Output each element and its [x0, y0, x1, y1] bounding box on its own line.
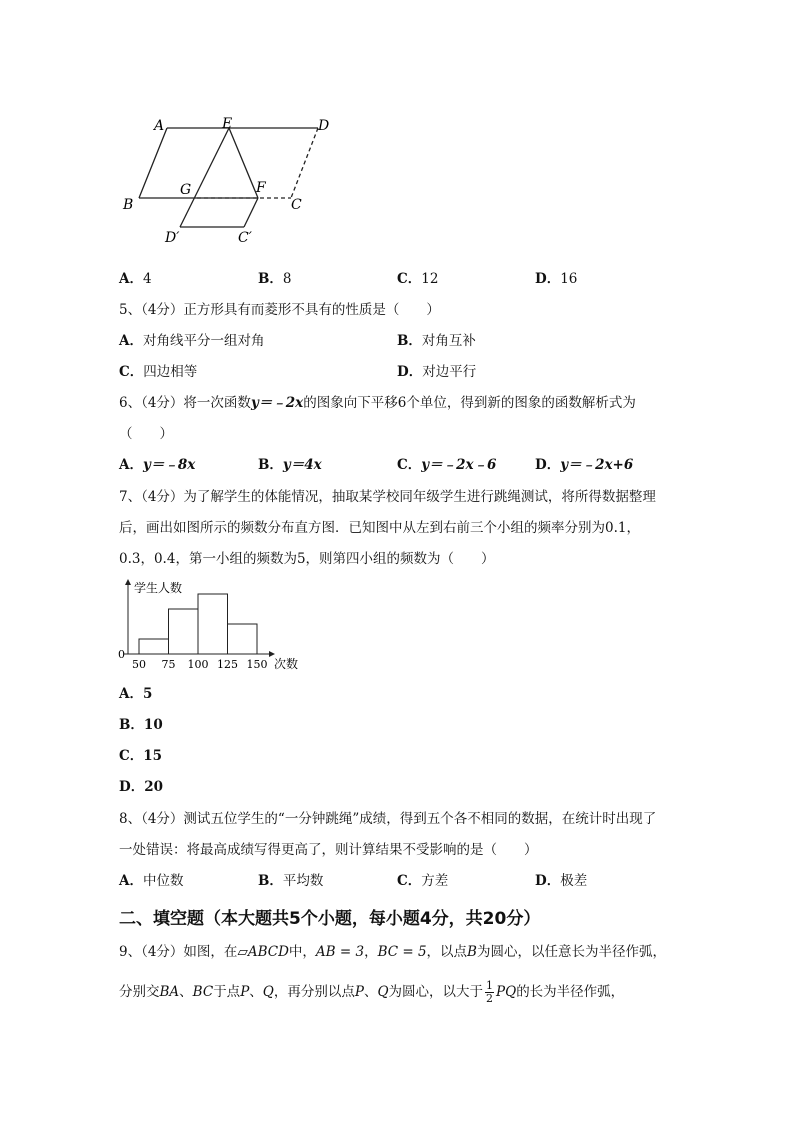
q9-fraction — [485, 980, 494, 1005]
q9-text: 、 — [363, 984, 378, 1000]
q9-parallelogram: ▱ABCD — [237, 944, 289, 960]
option-label: A． — [119, 457, 143, 473]
q9-bc: BC = 5 — [377, 944, 427, 960]
segment-dc-dashed — [291, 128, 318, 198]
option-label: A． — [119, 686, 143, 702]
option-label: B． — [119, 717, 144, 733]
label-c: C — [291, 197, 302, 213]
histogram-bar — [228, 624, 258, 654]
q9-text: 、 — [179, 984, 193, 1000]
q6-option-d[interactable] — [535, 456, 633, 474]
q9-point-q: Q — [377, 984, 389, 1000]
option-text: 对角线平分一组对角 — [142, 333, 265, 349]
option-text: 16 — [560, 271, 578, 287]
q9-text: 的长为半径作弧， — [516, 984, 625, 1000]
label-b: B — [123, 197, 134, 213]
x-tick-label: 125 — [217, 658, 238, 671]
q5-option-b[interactable] — [397, 332, 476, 350]
option-text: 对角互补 — [421, 333, 476, 349]
q9-point-p: P — [240, 984, 250, 1000]
x-tick-label: 100 — [187, 658, 209, 671]
option-text: 12 — [421, 271, 439, 287]
option-text: 5 — [142, 686, 153, 702]
q5-option-d[interactable] — [397, 363, 476, 381]
q9-bc2: BC — [192, 984, 214, 1000]
q9-pq: PQ — [496, 984, 517, 1000]
x-axis-label: 次数 — [274, 657, 299, 671]
q6-option-a[interactable] — [119, 456, 195, 474]
option-text: 8 — [282, 271, 292, 287]
q4-option-c[interactable] — [397, 270, 438, 288]
label-e: E — [222, 116, 233, 132]
option-label: D． — [535, 271, 561, 287]
option-label: B． — [397, 333, 422, 349]
label-a: A — [154, 118, 165, 134]
option-text: 对边平行 — [422, 364, 477, 380]
q9-ab: AB = 3 — [315, 944, 365, 960]
fraction-numerator: 1 — [486, 979, 494, 992]
q5-option-c[interactable] — [119, 363, 197, 381]
q9-text: 、 — [249, 984, 263, 1000]
option-label: C． — [397, 873, 422, 889]
q9-text: 分别交 — [119, 984, 160, 1000]
label-d: D — [318, 118, 330, 134]
option-label: C． — [397, 271, 422, 287]
option-text: 极差 — [560, 873, 588, 889]
option-label: C． — [119, 748, 144, 764]
q7-stem-line2: 后，画出如图所示的频数分布直方图．已知图中从左到右前三个小组的频率分别为0.1， — [119, 520, 640, 536]
option-text: 4 — [142, 271, 152, 287]
q9-text: ，再分别以点 — [273, 984, 355, 1000]
option-label: C． — [119, 364, 144, 380]
q7-option-c[interactable] — [119, 747, 162, 765]
y-axis-label: 学生人数 — [134, 581, 183, 595]
option-label: A． — [119, 271, 143, 287]
q9-stem-line2 — [119, 980, 624, 1005]
option-label: B． — [258, 457, 283, 473]
q9-text: ，以点 — [426, 944, 468, 960]
q6-stem — [119, 394, 636, 412]
option-text: y＝﹣2x﹣6 — [421, 457, 497, 473]
option-text: 四边相等 — [143, 364, 198, 380]
option-label: A． — [119, 873, 143, 889]
histogram-bar — [198, 594, 228, 654]
q9-text: 9、（4分）如图，在 — [119, 944, 238, 960]
origin-label: 0 — [118, 648, 125, 661]
x-tick-label: 75 — [161, 658, 176, 671]
section-heading: 二、填空题（本大题共5个小题，每小题4分，共20分） — [119, 909, 541, 929]
option-label: B． — [258, 873, 283, 889]
q7-option-a[interactable] — [119, 685, 152, 703]
option-text: 方差 — [421, 873, 449, 889]
option-text: y＝﹣2x+6 — [560, 457, 634, 473]
option-label: A． — [119, 333, 143, 349]
option-label: D． — [535, 457, 561, 473]
x-tick-label: 150 — [246, 658, 268, 671]
q6-function: y＝﹣2x — [250, 395, 304, 411]
fraction-denominator: 2 — [486, 992, 494, 1005]
q4-option-b[interactable] — [258, 270, 292, 288]
q8-stem-line2: 一处错误：将最高成绩写得更高了，则计算结果不受影响的是（ ） — [119, 842, 538, 858]
q6-stem-a: 6、（4分）将一次函数 — [119, 395, 251, 411]
q5-option-a[interactable] — [119, 332, 264, 350]
q8-option-b[interactable] — [258, 872, 323, 890]
q8-stem-line1: 8、（4分）测试五位学生的“一分钟跳绳”成绩，得到五个各不相同的数据，在统计时出现了 — [119, 811, 657, 827]
q6-option-c[interactable] — [397, 456, 496, 474]
option-text: 平均数 — [282, 873, 324, 889]
histogram-bar — [139, 639, 169, 654]
q9-ba: BA — [159, 984, 180, 1000]
label-f: F — [256, 180, 266, 196]
q8-option-c[interactable] — [397, 872, 448, 890]
label-c-prime: C′ — [238, 230, 252, 246]
option-label: C． — [397, 457, 422, 473]
q9-point-p: P — [354, 984, 364, 1000]
q9-point-b: B — [467, 944, 477, 960]
option-label: D． — [535, 873, 561, 889]
q5-stem: 5、（4分）正方形具有而菱形不具有的性质是（ ） — [119, 302, 440, 318]
q6-stem-b: 的图象向下平移6个单位，得到新的图象的函数解析式为 — [303, 395, 636, 411]
segment-eg — [180, 128, 229, 227]
q4-option-a[interactable] — [119, 270, 152, 288]
geometry-figure — [115, 112, 345, 247]
q9-stem-line1 — [119, 943, 666, 961]
q9-text: 为圆心，以任意长为半径作弧， — [476, 944, 666, 960]
frequency-histogram — [112, 578, 312, 673]
label-g: G — [180, 182, 192, 198]
option-text: y＝﹣8x — [142, 457, 196, 473]
q7-stem-line3: 0.3，0.4，第一小组的频数为5，则第四小组的频数为（ ） — [119, 551, 495, 567]
option-label: D． — [119, 779, 145, 795]
segment-ef — [229, 128, 258, 198]
q6-option-b[interactable] — [258, 456, 322, 474]
q9-text: 中， — [288, 944, 316, 960]
label-d-prime: D′ — [165, 230, 180, 246]
segment-fc-prime — [244, 198, 258, 227]
option-text: 20 — [144, 779, 164, 795]
q9-text: ， — [364, 944, 378, 960]
q9-text: 为圆心，以大于 — [388, 984, 484, 1000]
q9-point-q: Q — [262, 984, 274, 1000]
q4-option-d[interactable] — [535, 270, 577, 288]
q7-option-d[interactable] — [119, 778, 163, 796]
q8-option-d[interactable] — [535, 872, 587, 890]
q8-option-a[interactable] — [119, 872, 183, 890]
option-text: 10 — [143, 717, 163, 733]
q7-option-b[interactable] — [119, 716, 163, 734]
option-text: 15 — [143, 748, 163, 764]
q6-stem-brackets: （ ） — [119, 426, 173, 442]
q7-stem-line1: 7、（4分）为了解学生的体能情况，抽取某学校同年级学生进行跳绳测试，将所得数据整理 — [119, 489, 656, 505]
option-text: 中位数 — [142, 873, 184, 889]
option-label: B． — [258, 271, 283, 287]
segment-ab — [139, 128, 167, 198]
x-tick-label: 50 — [132, 658, 146, 671]
option-text: y＝4x — [282, 457, 322, 473]
histogram-bar — [169, 609, 199, 654]
q9-text: 于点 — [213, 984, 241, 1000]
option-label: D． — [397, 364, 423, 380]
